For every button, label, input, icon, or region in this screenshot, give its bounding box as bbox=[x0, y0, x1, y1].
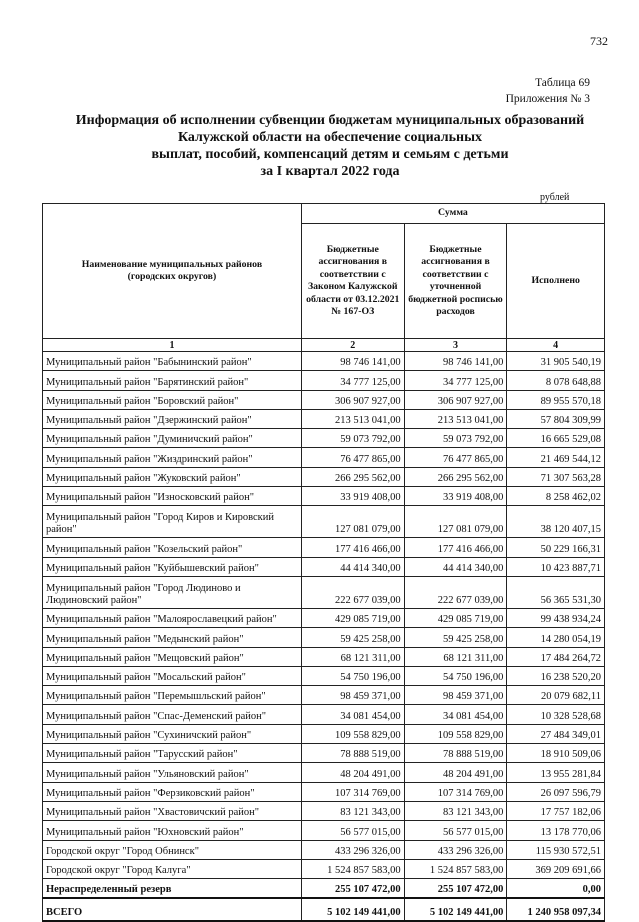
table-row bbox=[43, 879, 605, 899]
table-row bbox=[43, 782, 605, 801]
budget-law-amount: 222 677 039,00 bbox=[301, 576, 404, 608]
table-row bbox=[43, 352, 605, 371]
municipality-name: Муниципальный район "Город Киров и Кировский район" bbox=[43, 506, 302, 538]
budget-law-amount: 433 296 326,00 bbox=[301, 840, 404, 859]
document-title bbox=[70, 112, 590, 180]
municipality-name: Муниципальный район "Мещовский район" bbox=[43, 647, 302, 666]
table-row bbox=[43, 840, 605, 859]
municipality-name: Муниципальный район "Износковский район" bbox=[43, 487, 302, 506]
table-row bbox=[43, 467, 605, 486]
title-line-3: выплат, пособий, компенсаций детям и семьям с детьми bbox=[151, 147, 509, 162]
subvention-table bbox=[42, 203, 605, 922]
municipality-name: Муниципальный район "Козельский район" bbox=[43, 538, 302, 557]
budget-law-amount: 54 750 196,00 bbox=[301, 666, 404, 685]
executed-amount: 16 238 520,20 bbox=[507, 666, 605, 685]
budget-law-amount: 429 085 719,00 bbox=[301, 608, 404, 627]
budget-law-amount: 76 477 865,00 bbox=[301, 448, 404, 467]
units-label: рублей bbox=[540, 192, 570, 203]
budget-law-amount: 127 081 079,00 bbox=[301, 506, 404, 538]
table-row bbox=[43, 409, 605, 428]
executed-amount: 14 280 054,19 bbox=[507, 628, 605, 647]
budget-schedule-amount: 68 121 311,00 bbox=[404, 647, 507, 666]
table-row bbox=[43, 801, 605, 820]
municipality-name: Муниципальный район "Боровский район" bbox=[43, 390, 302, 409]
budget-schedule-amount: 76 477 865,00 bbox=[404, 448, 507, 467]
municipality-name: Муниципальный район "Перемышльский район" bbox=[43, 686, 302, 705]
municipality-name: Муниципальный район "Ульяновский район" bbox=[43, 763, 302, 782]
table-row bbox=[43, 538, 605, 557]
executed-amount: 13 955 281,84 bbox=[507, 763, 605, 782]
budget-schedule-amount: 98 746 141,00 bbox=[404, 352, 507, 371]
budget-schedule-amount: 44 414 340,00 bbox=[404, 557, 507, 576]
budget-law-amount: 56 577 015,00 bbox=[301, 821, 404, 840]
municipality-name: Муниципальный район "Куйбышевский район" bbox=[43, 557, 302, 576]
table-row bbox=[43, 821, 605, 840]
budget-law-amount: 255 107 472,00 bbox=[301, 879, 404, 899]
header-sum-group: Сумма bbox=[301, 204, 604, 224]
budget-law-amount: 98 459 371,00 bbox=[301, 686, 404, 705]
executed-amount: 0,00 bbox=[507, 879, 605, 899]
column-index: 4 bbox=[507, 339, 605, 352]
budget-schedule-amount: 59 073 792,00 bbox=[404, 429, 507, 448]
table-number: Таблица 69 bbox=[535, 77, 590, 89]
budget-schedule-amount: 54 750 196,00 bbox=[404, 666, 507, 685]
municipality-name: Городской округ "Город Калуга" bbox=[43, 859, 302, 878]
municipality-name: Муниципальный район "Жиздринский район" bbox=[43, 448, 302, 467]
budget-schedule-amount: 127 081 079,00 bbox=[404, 506, 507, 538]
budget-schedule-amount: 98 459 371,00 bbox=[404, 686, 507, 705]
budget-schedule-amount: 48 204 491,00 bbox=[404, 763, 507, 782]
executed-amount: 20 079 682,11 bbox=[507, 686, 605, 705]
budget-law-amount: 177 416 466,00 bbox=[301, 538, 404, 557]
budget-law-amount: 33 919 408,00 bbox=[301, 487, 404, 506]
header-col-2: Бюджетные ассигнования в соответствии с Законом Калужской области от 03.12.2021 № 167-ОЗ bbox=[301, 224, 404, 339]
budget-law-amount: 78 888 519,00 bbox=[301, 744, 404, 763]
column-index-row bbox=[43, 339, 605, 352]
table-row bbox=[43, 448, 605, 467]
municipality-name: Городской округ "Город Обнинск" bbox=[43, 840, 302, 859]
budget-schedule-amount: 33 919 408,00 bbox=[404, 487, 507, 506]
total-col-2: 5 102 149 441,00 bbox=[301, 898, 404, 921]
header-col-3: Бюджетные ассигнования в соответствии с уточненной бюджетной росписью расходов bbox=[404, 224, 507, 339]
budget-law-amount: 34 081 454,00 bbox=[301, 705, 404, 724]
municipality-name: Муниципальный район "Бабынинский район" bbox=[43, 352, 302, 371]
table-row bbox=[43, 666, 605, 685]
municipality-name: Муниципальный район "Город Людиново и Людиновский район" bbox=[43, 576, 302, 608]
table-reference bbox=[505, 75, 590, 107]
table-row bbox=[43, 487, 605, 506]
executed-amount: 31 905 540,19 bbox=[507, 352, 605, 371]
budget-law-amount: 109 558 829,00 bbox=[301, 724, 404, 743]
total-col-4: 1 240 958 097,34 bbox=[507, 898, 605, 921]
municipality-name: Муниципальный район "Хвастовичский район" bbox=[43, 801, 302, 820]
budget-schedule-amount: 306 907 927,00 bbox=[404, 390, 507, 409]
budget-schedule-amount: 107 314 769,00 bbox=[404, 782, 507, 801]
table-row bbox=[43, 429, 605, 448]
table-row bbox=[43, 557, 605, 576]
executed-amount: 369 209 691,66 bbox=[507, 859, 605, 878]
table-row bbox=[43, 705, 605, 724]
title-line-2: Калужской области на обеспечение социальных bbox=[177, 130, 483, 145]
budget-law-amount: 59 073 792,00 bbox=[301, 429, 404, 448]
total-label: ВСЕГО bbox=[43, 898, 302, 921]
budget-law-amount: 68 121 311,00 bbox=[301, 647, 404, 666]
table-row bbox=[43, 859, 605, 878]
title-line-4: за I квартал 2022 года bbox=[260, 164, 400, 179]
budget-law-amount: 59 425 258,00 bbox=[301, 628, 404, 647]
budget-schedule-amount: 56 577 015,00 bbox=[404, 821, 507, 840]
executed-amount: 8 258 462,02 bbox=[507, 487, 605, 506]
executed-amount: 8 078 648,88 bbox=[507, 371, 605, 390]
municipality-name: Муниципальный район "Спас-Деменский район" bbox=[43, 705, 302, 724]
executed-amount: 27 484 349,01 bbox=[507, 724, 605, 743]
municipality-name: Муниципальный район "Ферзиковский район" bbox=[43, 782, 302, 801]
executed-amount: 38 120 407,15 bbox=[507, 506, 605, 538]
header-name: Наименование муниципальных районов (городских округов) bbox=[43, 204, 302, 339]
table-row bbox=[43, 371, 605, 390]
executed-amount: 71 307 563,28 bbox=[507, 467, 605, 486]
municipality-name: Муниципальный район "Мосальский район" bbox=[43, 666, 302, 685]
executed-amount: 26 097 596,79 bbox=[507, 782, 605, 801]
budget-law-amount: 107 314 769,00 bbox=[301, 782, 404, 801]
column-index: 2 bbox=[301, 339, 404, 352]
table-row bbox=[43, 686, 605, 705]
executed-amount: 50 229 166,31 bbox=[507, 538, 605, 557]
table-row bbox=[43, 628, 605, 647]
budget-law-amount: 306 907 927,00 bbox=[301, 390, 404, 409]
table-row bbox=[43, 390, 605, 409]
budget-schedule-amount: 1 524 857 583,00 bbox=[404, 859, 507, 878]
municipality-name: Муниципальный район "Малоярославецкий район" bbox=[43, 608, 302, 627]
header-col-4: Исполнено bbox=[507, 224, 605, 339]
municipality-name: Муниципальный район "Тарусский район" bbox=[43, 744, 302, 763]
municipality-name: Муниципальный район "Медынский район" bbox=[43, 628, 302, 647]
executed-amount: 115 930 572,51 bbox=[507, 840, 605, 859]
budget-law-amount: 98 746 141,00 bbox=[301, 352, 404, 371]
budget-schedule-amount: 213 513 041,00 bbox=[404, 409, 507, 428]
municipality-name: Муниципальный район "Дзержинский район" bbox=[43, 409, 302, 428]
municipality-name: Муниципальный район "Сухиничский район" bbox=[43, 724, 302, 743]
budget-law-amount: 213 513 041,00 bbox=[301, 409, 404, 428]
executed-amount: 57 804 309,99 bbox=[507, 409, 605, 428]
budget-schedule-amount: 34 081 454,00 bbox=[404, 705, 507, 724]
budget-law-amount: 83 121 343,00 bbox=[301, 801, 404, 820]
table-row bbox=[43, 506, 605, 538]
budget-schedule-amount: 34 777 125,00 bbox=[404, 371, 507, 390]
appendix-number: Приложения № 3 bbox=[505, 93, 590, 105]
title-line-1: Информация об исполнении субвенции бюджетам муниципальных образований bbox=[75, 113, 585, 128]
budget-law-amount: 44 414 340,00 bbox=[301, 557, 404, 576]
executed-amount: 17 484 264,72 bbox=[507, 647, 605, 666]
table-body bbox=[43, 352, 605, 899]
budget-schedule-amount: 429 085 719,00 bbox=[404, 608, 507, 627]
column-index: 1 bbox=[43, 339, 302, 352]
total-row bbox=[43, 898, 605, 921]
table-row bbox=[43, 744, 605, 763]
budget-law-amount: 48 204 491,00 bbox=[301, 763, 404, 782]
municipality-name: Муниципальный район "Думиничский район" bbox=[43, 429, 302, 448]
budget-law-amount: 1 524 857 583,00 bbox=[301, 859, 404, 878]
budget-schedule-amount: 83 121 343,00 bbox=[404, 801, 507, 820]
budget-schedule-amount: 433 296 326,00 bbox=[404, 840, 507, 859]
budget-law-amount: 34 777 125,00 bbox=[301, 371, 404, 390]
executed-amount: 18 910 509,06 bbox=[507, 744, 605, 763]
executed-amount: 89 955 570,18 bbox=[507, 390, 605, 409]
executed-amount: 99 438 934,24 bbox=[507, 608, 605, 627]
executed-amount: 56 365 531,30 bbox=[507, 576, 605, 608]
total-col-3: 5 102 149 441,00 bbox=[404, 898, 507, 921]
column-index: 3 bbox=[404, 339, 507, 352]
municipality-name: Муниципальный район "Жуковский район" bbox=[43, 467, 302, 486]
executed-amount: 10 328 528,68 bbox=[507, 705, 605, 724]
table-row bbox=[43, 724, 605, 743]
table-row bbox=[43, 763, 605, 782]
table-row bbox=[43, 608, 605, 627]
table-row bbox=[43, 647, 605, 666]
budget-schedule-amount: 78 888 519,00 bbox=[404, 744, 507, 763]
budget-schedule-amount: 266 295 562,00 bbox=[404, 467, 507, 486]
budget-schedule-amount: 59 425 258,00 bbox=[404, 628, 507, 647]
municipality-name: Нераспределенный резерв bbox=[43, 879, 302, 899]
budget-schedule-amount: 255 107 472,00 bbox=[404, 879, 507, 899]
budget-schedule-amount: 109 558 829,00 bbox=[404, 724, 507, 743]
table-row bbox=[43, 576, 605, 608]
page-number: 732 bbox=[590, 34, 608, 48]
budget-schedule-amount: 222 677 039,00 bbox=[404, 576, 507, 608]
executed-amount: 10 423 887,71 bbox=[507, 557, 605, 576]
executed-amount: 13 178 770,06 bbox=[507, 821, 605, 840]
executed-amount: 16 665 529,08 bbox=[507, 429, 605, 448]
budget-schedule-amount: 177 416 466,00 bbox=[404, 538, 507, 557]
municipality-name: Муниципальный район "Барятинский район" bbox=[43, 371, 302, 390]
executed-amount: 21 469 544,12 bbox=[507, 448, 605, 467]
budget-law-amount: 266 295 562,00 bbox=[301, 467, 404, 486]
municipality-name: Муниципальный район "Юхновский район" bbox=[43, 821, 302, 840]
executed-amount: 17 757 182,06 bbox=[507, 801, 605, 820]
